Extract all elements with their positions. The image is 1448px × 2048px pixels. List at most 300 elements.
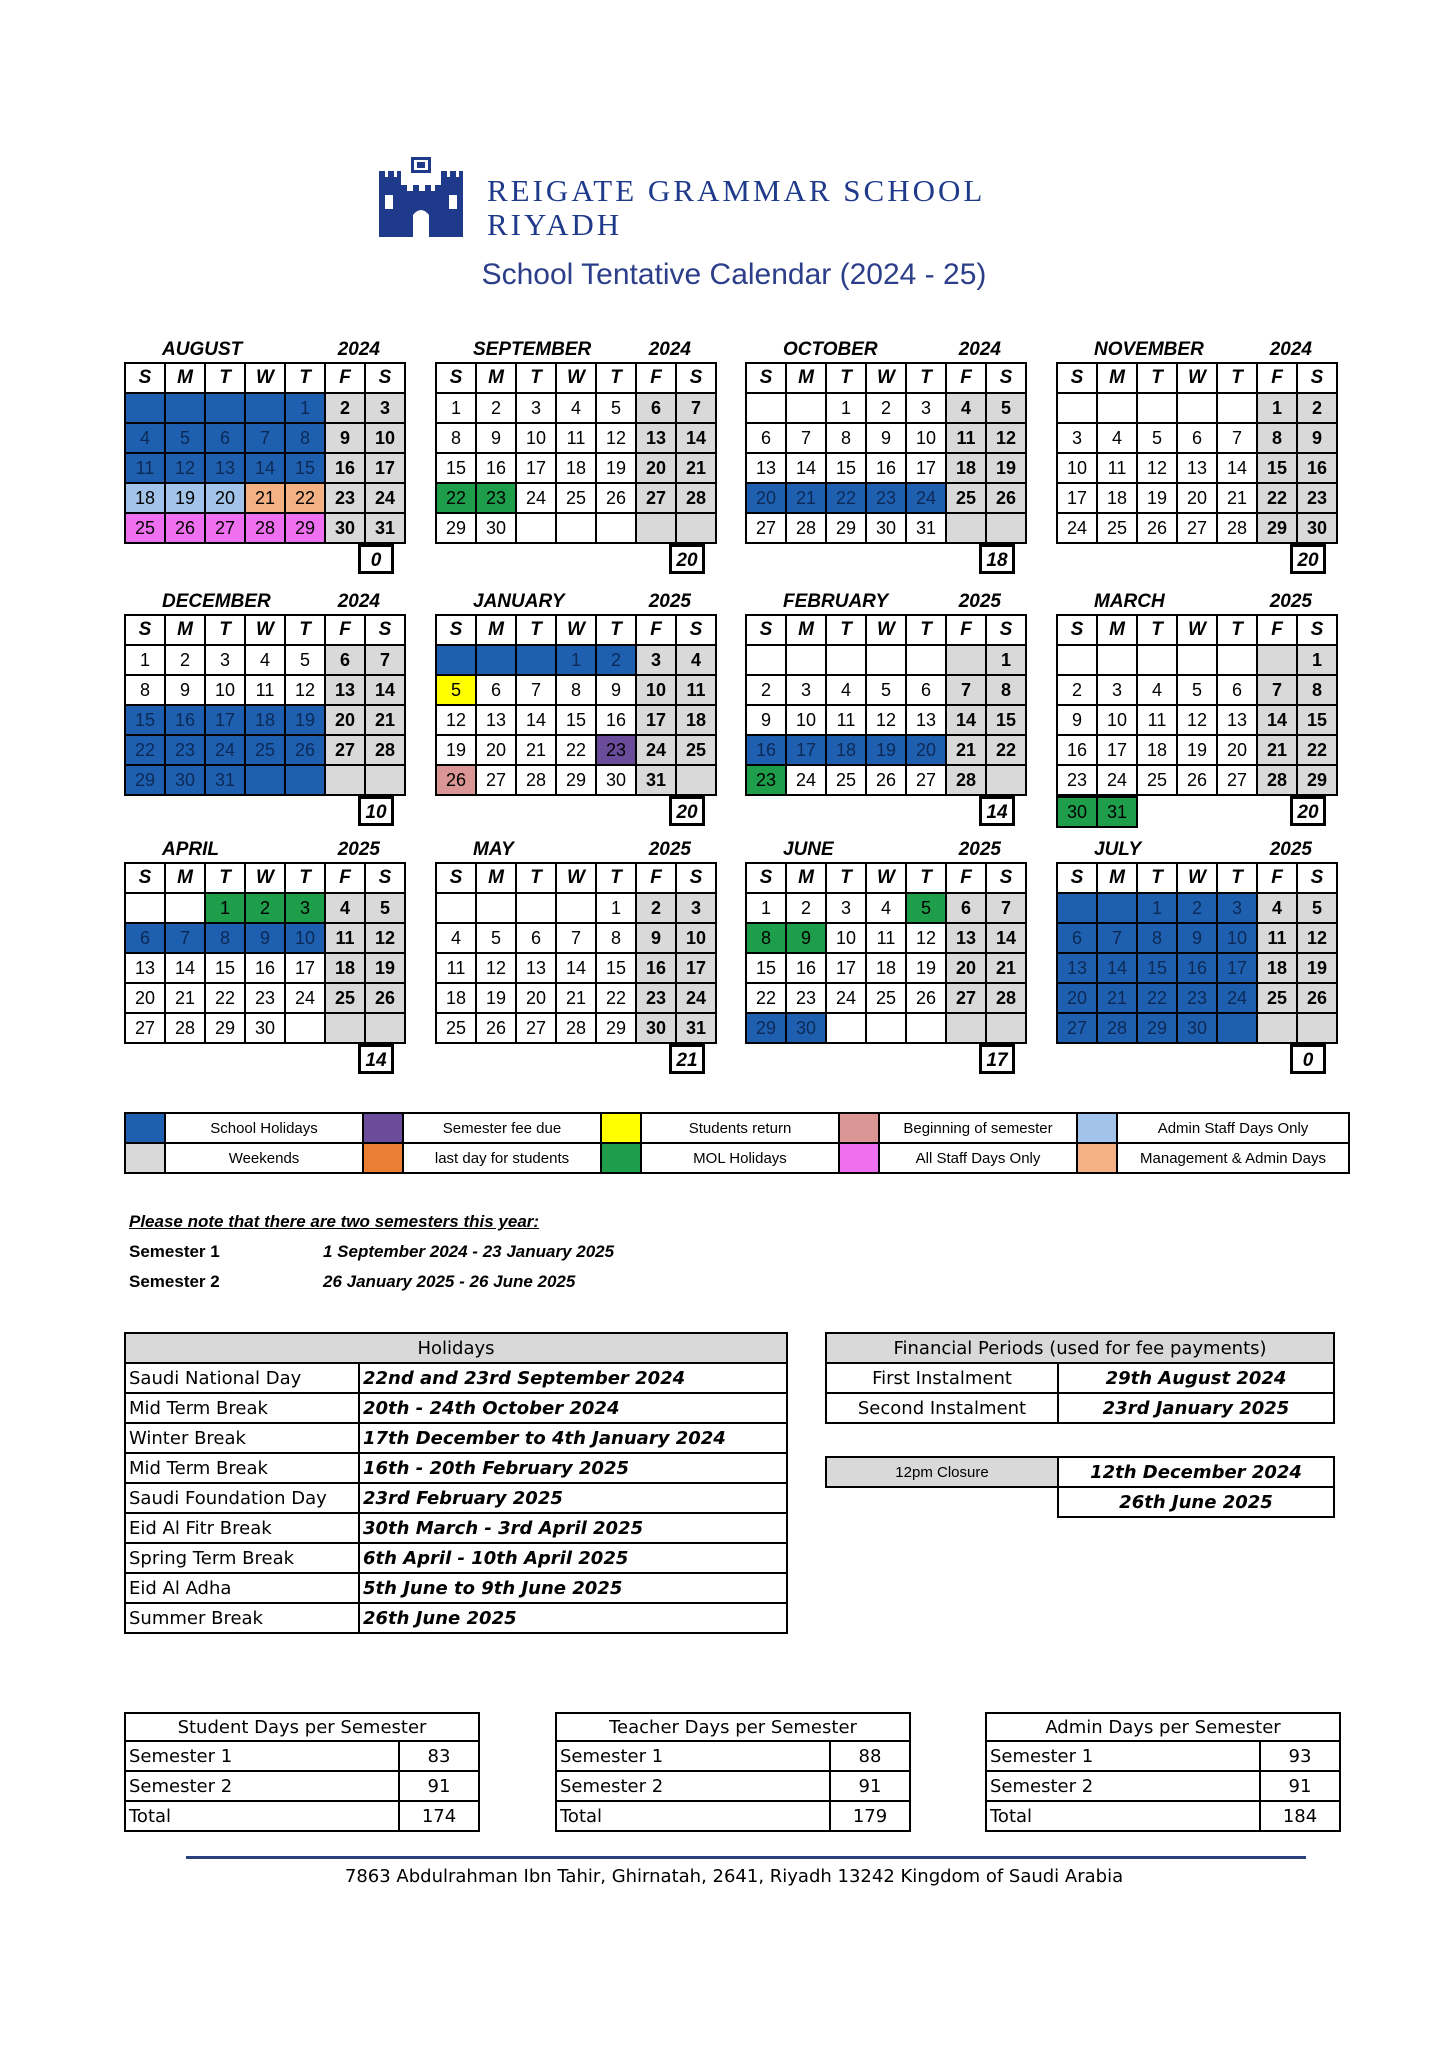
day-cell: 23 <box>1297 483 1337 513</box>
weekday-header: S <box>746 363 786 393</box>
holiday-row <box>125 1603 787 1633</box>
weekday-header: S <box>746 615 786 645</box>
day-cell: 23 <box>596 735 636 765</box>
day-count-value: 174 <box>399 1801 479 1831</box>
day-cell <box>245 765 285 795</box>
day-count-table <box>985 1712 1341 1832</box>
day-cell: 17 <box>1057 483 1097 513</box>
day-cell: 29 <box>826 513 866 543</box>
day-cell: 5 <box>866 675 906 705</box>
holiday-row <box>125 1453 787 1483</box>
month-table <box>124 362 406 544</box>
month-year: 2025 <box>648 839 691 860</box>
day-cell: 30 <box>1177 1013 1217 1043</box>
day-cell: 23 <box>165 735 205 765</box>
weekday-header: S <box>1057 615 1097 645</box>
day-cell: 13 <box>1057 953 1097 983</box>
day-cell <box>165 393 205 423</box>
day-cell: 2 <box>786 893 826 923</box>
day-cell: 26 <box>1137 513 1177 543</box>
day-cell: 11 <box>436 953 476 983</box>
weekday-header: S <box>746 863 786 893</box>
day-cell: 29 <box>1297 765 1337 795</box>
day-cell: 6 <box>1177 423 1217 453</box>
day-cell <box>1217 1013 1257 1043</box>
day-cell: 21 <box>1097 983 1137 1013</box>
day-cell: 14 <box>986 923 1026 953</box>
day-cell: 5 <box>1137 423 1177 453</box>
weekday-header: T <box>826 363 866 393</box>
day-cell: 16 <box>1297 453 1337 483</box>
day-cell: 15 <box>1257 453 1297 483</box>
day-cell: 2 <box>746 675 786 705</box>
day-cell: 18 <box>1137 735 1177 765</box>
day-cell: 22 <box>125 735 165 765</box>
month-may <box>435 838 707 1071</box>
day-cell: 14 <box>946 705 986 735</box>
day-cell: 4 <box>245 645 285 675</box>
week-row <box>746 483 1026 513</box>
day-cell: 26 <box>436 765 476 795</box>
day-cell: 6 <box>476 675 516 705</box>
day-cell: 13 <box>476 705 516 735</box>
day-count-label: Semester 1 <box>556 1741 830 1771</box>
day-count-value: 91 <box>399 1771 479 1801</box>
day-cell: 28 <box>1097 1013 1137 1043</box>
day-cell: 16 <box>476 453 516 483</box>
day-cell: 8 <box>436 423 476 453</box>
month-header <box>1056 838 1326 862</box>
day-cell: 30 <box>1297 513 1337 543</box>
day-cell: 18 <box>1097 483 1137 513</box>
day-cell <box>1257 1013 1297 1043</box>
week-row <box>1057 923 1337 953</box>
day-cell: 23 <box>636 983 676 1013</box>
day-cell: 13 <box>946 923 986 953</box>
weekday-header: W <box>1177 363 1217 393</box>
day-cell: 10 <box>1217 923 1257 953</box>
day-cell: 25 <box>1097 513 1137 543</box>
day-cell: 8 <box>596 923 636 953</box>
day-cell: 8 <box>125 675 165 705</box>
holiday-row <box>125 1423 787 1453</box>
day-cell <box>556 513 596 543</box>
day-cell: 20 <box>746 483 786 513</box>
week-row <box>125 675 405 705</box>
weekday-header: W <box>1177 863 1217 893</box>
day-cell: 21 <box>676 453 716 483</box>
month-header <box>745 838 1015 862</box>
day-cell: 26 <box>165 513 205 543</box>
month-header <box>1056 338 1326 362</box>
holiday-name: Mid Term Break <box>125 1453 359 1483</box>
day-count-row <box>986 1771 1340 1801</box>
day-cell: 30 <box>866 513 906 543</box>
day-cell: 7 <box>245 423 285 453</box>
day-cell: 28 <box>1257 765 1297 795</box>
week-row <box>125 393 405 423</box>
day-cell: 28 <box>676 483 716 513</box>
day-cell <box>946 645 986 675</box>
day-count-label: Semester 2 <box>986 1771 1260 1801</box>
day-cell: 19 <box>436 735 476 765</box>
day-cell <box>365 1013 405 1043</box>
day-cell: 9 <box>596 675 636 705</box>
week-row <box>436 483 716 513</box>
weekday-header: F <box>325 863 365 893</box>
day-cell: 15 <box>596 953 636 983</box>
day-cell: 25 <box>245 735 285 765</box>
week-row <box>436 735 716 765</box>
day-cell: 21 <box>1257 735 1297 765</box>
day-cell: 4 <box>1257 893 1297 923</box>
month-table <box>745 862 1027 1044</box>
month-name: NOVEMBER <box>1094 339 1204 360</box>
day-count-value: 88 <box>830 1741 910 1771</box>
week-row <box>125 893 405 923</box>
instalment-date: 29th August 2024 <box>1058 1363 1334 1393</box>
day-cell: 8 <box>826 423 866 453</box>
day-cell <box>125 893 165 923</box>
week-row <box>746 513 1026 543</box>
day-cell: 16 <box>165 705 205 735</box>
day-cell: 9 <box>786 923 826 953</box>
week-row <box>746 645 1026 675</box>
day-count-table <box>555 1712 911 1832</box>
week-row <box>125 483 405 513</box>
day-cell: 1 <box>1257 393 1297 423</box>
day-cell: 20 <box>325 705 365 735</box>
weekday-header: T <box>285 615 325 645</box>
day-cell: 8 <box>986 675 1026 705</box>
week-row <box>125 513 405 543</box>
day-cell: 8 <box>1137 923 1177 953</box>
day-cell: 14 <box>1217 453 1257 483</box>
day-cell <box>516 513 556 543</box>
day-cell: 1 <box>285 393 325 423</box>
weekday-header: T <box>205 863 245 893</box>
day-cell: 17 <box>285 953 325 983</box>
day-cell: 11 <box>676 675 716 705</box>
day-cell: 21 <box>556 983 596 1013</box>
weekday-header: S <box>676 615 716 645</box>
weekday-header: T <box>516 363 556 393</box>
month-table <box>435 862 717 1044</box>
day-cell: 22 <box>436 483 476 513</box>
day-cell: 31 <box>1097 797 1137 827</box>
day-cell <box>325 765 365 795</box>
day-cell: 29 <box>1137 1013 1177 1043</box>
footer-divider <box>186 1856 1306 1859</box>
month-july <box>1056 838 1328 1071</box>
day-cell: 22 <box>596 983 636 1013</box>
day-cell: 2 <box>1297 393 1337 423</box>
day-cell: 6 <box>1057 923 1097 953</box>
weekday-header: M <box>165 863 205 893</box>
day-cell: 6 <box>1217 675 1257 705</box>
day-cell: 2 <box>1057 675 1097 705</box>
day-cell: 6 <box>636 393 676 423</box>
day-cell: 10 <box>205 675 245 705</box>
day-count-title: Admin Days per Semester <box>986 1713 1340 1741</box>
month-name: JUNE <box>783 839 834 860</box>
weekday-header: M <box>165 363 205 393</box>
day-cell: 19 <box>165 483 205 513</box>
day-cell: 30 <box>325 513 365 543</box>
day-cell: 21 <box>165 983 205 1013</box>
weekday-header: S <box>986 615 1026 645</box>
day-cell: 17 <box>636 705 676 735</box>
day-cell: 2 <box>165 645 205 675</box>
day-cell: 3 <box>786 675 826 705</box>
week-row <box>436 983 716 1013</box>
day-cell: 2 <box>866 393 906 423</box>
day-cell: 22 <box>826 483 866 513</box>
day-cell <box>476 645 516 675</box>
day-cell: 16 <box>596 705 636 735</box>
day-cell: 7 <box>365 645 405 675</box>
holiday-dates: 26th June 2025 <box>359 1603 787 1633</box>
day-cell: 18 <box>436 983 476 1013</box>
day-cell: 5 <box>986 393 1026 423</box>
holiday-dates: 20th - 24th October 2024 <box>359 1393 787 1423</box>
day-cell: 12 <box>436 705 476 735</box>
legend-label: All Staff Days Only <box>879 1143 1077 1173</box>
week-row <box>746 453 1026 483</box>
holiday-name: Eid Al Adha <box>125 1573 359 1603</box>
month-header <box>745 338 1015 362</box>
month-day-count: 10 <box>358 796 394 826</box>
day-cell: 19 <box>1137 483 1177 513</box>
month-name: MAY <box>473 839 514 860</box>
day-cell: 15 <box>205 953 245 983</box>
instalment-date: 23rd January 2025 <box>1058 1393 1334 1423</box>
day-cell: 24 <box>826 983 866 1013</box>
day-count-value: 91 <box>830 1771 910 1801</box>
weekday-header: W <box>245 363 285 393</box>
day-cell: 27 <box>205 513 245 543</box>
day-cell: 21 <box>365 705 405 735</box>
month-year: 2025 <box>648 591 691 612</box>
day-cell: 18 <box>556 453 596 483</box>
day-cell: 3 <box>826 893 866 923</box>
day-cell: 11 <box>325 923 365 953</box>
day-cell: 9 <box>165 675 205 705</box>
day-cell: 1 <box>125 645 165 675</box>
day-cell: 23 <box>1057 765 1097 795</box>
day-cell: 17 <box>786 735 826 765</box>
day-cell: 10 <box>906 423 946 453</box>
day-cell: 19 <box>906 953 946 983</box>
day-cell: 25 <box>436 1013 476 1043</box>
day-cell: 24 <box>1057 513 1097 543</box>
day-cell <box>746 393 786 423</box>
day-cell: 21 <box>1217 483 1257 513</box>
day-cell: 4 <box>556 393 596 423</box>
day-cell: 18 <box>325 953 365 983</box>
day-cell: 12 <box>365 923 405 953</box>
day-cell: 14 <box>245 453 285 483</box>
month-name: AUGUST <box>162 339 243 360</box>
weekday-header: T <box>906 363 946 393</box>
day-cell <box>165 893 205 923</box>
semester-1-dates: 1 September 2024 - 23 January 2025 <box>323 1242 615 1261</box>
holiday-dates: 5th June to 9th June 2025 <box>359 1573 787 1603</box>
day-cell: 22 <box>285 483 325 513</box>
day-count-value: 184 <box>1260 1801 1340 1831</box>
day-cell: 8 <box>556 675 596 705</box>
week-row <box>1057 705 1337 735</box>
day-cell: 1 <box>205 893 245 923</box>
month-day-count: 20 <box>1290 544 1326 574</box>
day-cell: 4 <box>866 893 906 923</box>
weekday-header: T <box>1217 363 1257 393</box>
day-cell <box>986 513 1026 543</box>
day-cell: 4 <box>826 675 866 705</box>
month-day-count: 20 <box>669 796 705 826</box>
day-count-row <box>556 1801 910 1831</box>
legend-label: last day for students <box>403 1143 601 1173</box>
day-cell <box>365 765 405 795</box>
day-cell: 29 <box>596 1013 636 1043</box>
day-cell: 12 <box>1177 705 1217 735</box>
day-cell: 20 <box>906 735 946 765</box>
day-count-row <box>125 1801 479 1831</box>
month-year: 2025 <box>337 839 380 860</box>
day-cell <box>866 645 906 675</box>
month-name: OCTOBER <box>783 339 878 360</box>
day-cell: 5 <box>165 423 205 453</box>
day-cell: 2 <box>245 893 285 923</box>
legend-row <box>125 1143 1349 1173</box>
day-cell: 8 <box>1297 675 1337 705</box>
day-count-row <box>986 1801 1340 1831</box>
weekday-header: M <box>786 863 826 893</box>
holiday-dates: 16th - 20th February 2025 <box>359 1453 787 1483</box>
day-cell: 5 <box>365 893 405 923</box>
week-row <box>436 705 716 735</box>
day-count-label: Semester 1 <box>986 1741 1260 1771</box>
day-cell: 2 <box>325 393 365 423</box>
month-december <box>124 590 396 823</box>
day-cell: 25 <box>866 983 906 1013</box>
weekday-header: S <box>986 363 1026 393</box>
day-cell: 18 <box>866 953 906 983</box>
day-cell: 22 <box>1137 983 1177 1013</box>
day-cell: 13 <box>516 953 556 983</box>
day-cell: 27 <box>1057 1013 1097 1043</box>
semester-2-dates: 26 January 2025 - 26 June 2025 <box>323 1272 576 1291</box>
day-cell: 26 <box>1177 765 1217 795</box>
week-row <box>1057 393 1337 423</box>
day-cell: 23 <box>786 983 826 1013</box>
week-row <box>746 893 1026 923</box>
month-august <box>124 338 396 571</box>
holidays-header: Holidays <box>125 1333 787 1363</box>
day-cell: 3 <box>1097 675 1137 705</box>
day-cell: 19 <box>285 705 325 735</box>
legend-swatch <box>601 1143 641 1173</box>
weekday-header: S <box>1297 363 1337 393</box>
day-cell: 30 <box>245 1013 285 1043</box>
day-count-value: 91 <box>1260 1771 1340 1801</box>
weekday-header: T <box>1137 863 1177 893</box>
day-cell: 8 <box>746 923 786 953</box>
month-day-count: 17 <box>979 1044 1015 1074</box>
week-row <box>1057 675 1337 705</box>
legend-swatch <box>1077 1113 1117 1143</box>
legend-label: Management & Admin Days <box>1117 1143 1349 1173</box>
day-cell: 20 <box>125 983 165 1013</box>
weekday-header: S <box>986 863 1026 893</box>
day-cell: 24 <box>365 483 405 513</box>
day-cell: 11 <box>1257 923 1297 953</box>
month-header <box>745 590 1015 614</box>
day-cell: 1 <box>1297 645 1337 675</box>
closure-date-1: 12th December 2024 <box>1058 1457 1334 1487</box>
day-cell: 22 <box>746 983 786 1013</box>
month-january <box>435 590 707 823</box>
day-cell: 18 <box>125 483 165 513</box>
day-cell: 21 <box>946 735 986 765</box>
weekday-header: T <box>906 615 946 645</box>
day-cell: 2 <box>596 645 636 675</box>
day-cell: 19 <box>866 735 906 765</box>
day-cell: 6 <box>946 893 986 923</box>
day-cell: 20 <box>636 453 676 483</box>
day-cell: 18 <box>1257 953 1297 983</box>
day-cell: 30 <box>476 513 516 543</box>
legend-swatch <box>601 1113 641 1143</box>
day-cell: 14 <box>365 675 405 705</box>
weekday-header: T <box>205 615 245 645</box>
weekday-header: W <box>245 863 285 893</box>
day-cell: 10 <box>1057 453 1097 483</box>
day-cell: 7 <box>165 923 205 953</box>
day-cell: 24 <box>906 483 946 513</box>
day-cell: 15 <box>746 953 786 983</box>
day-cell: 24 <box>1097 765 1137 795</box>
day-cell: 28 <box>165 1013 205 1043</box>
day-cell: 1 <box>986 645 1026 675</box>
week-row <box>746 393 1026 423</box>
day-cell <box>676 765 716 795</box>
day-cell: 17 <box>906 453 946 483</box>
holiday-name: Saudi Foundation Day <box>125 1483 359 1513</box>
weekday-header: W <box>556 863 596 893</box>
month-year: 2024 <box>337 591 380 612</box>
weekday-header: M <box>476 615 516 645</box>
day-cell: 10 <box>365 423 405 453</box>
week-row <box>125 983 405 1013</box>
month-june <box>745 838 1017 1071</box>
day-cell: 23 <box>866 483 906 513</box>
day-cell <box>245 393 285 423</box>
weekday-header: T <box>1137 363 1177 393</box>
instalment-name: Second Instalment <box>826 1393 1058 1423</box>
holiday-row <box>125 1363 787 1393</box>
day-cell: 16 <box>636 953 676 983</box>
day-cell: 8 <box>285 423 325 453</box>
weekday-header: F <box>636 615 676 645</box>
week-row <box>436 423 716 453</box>
school-city: RIYADH <box>487 207 623 242</box>
weekday-header: S <box>365 363 405 393</box>
day-cell: 15 <box>986 705 1026 735</box>
day-cell: 18 <box>676 705 716 735</box>
holiday-row <box>125 1483 787 1513</box>
weekday-header: W <box>556 615 596 645</box>
